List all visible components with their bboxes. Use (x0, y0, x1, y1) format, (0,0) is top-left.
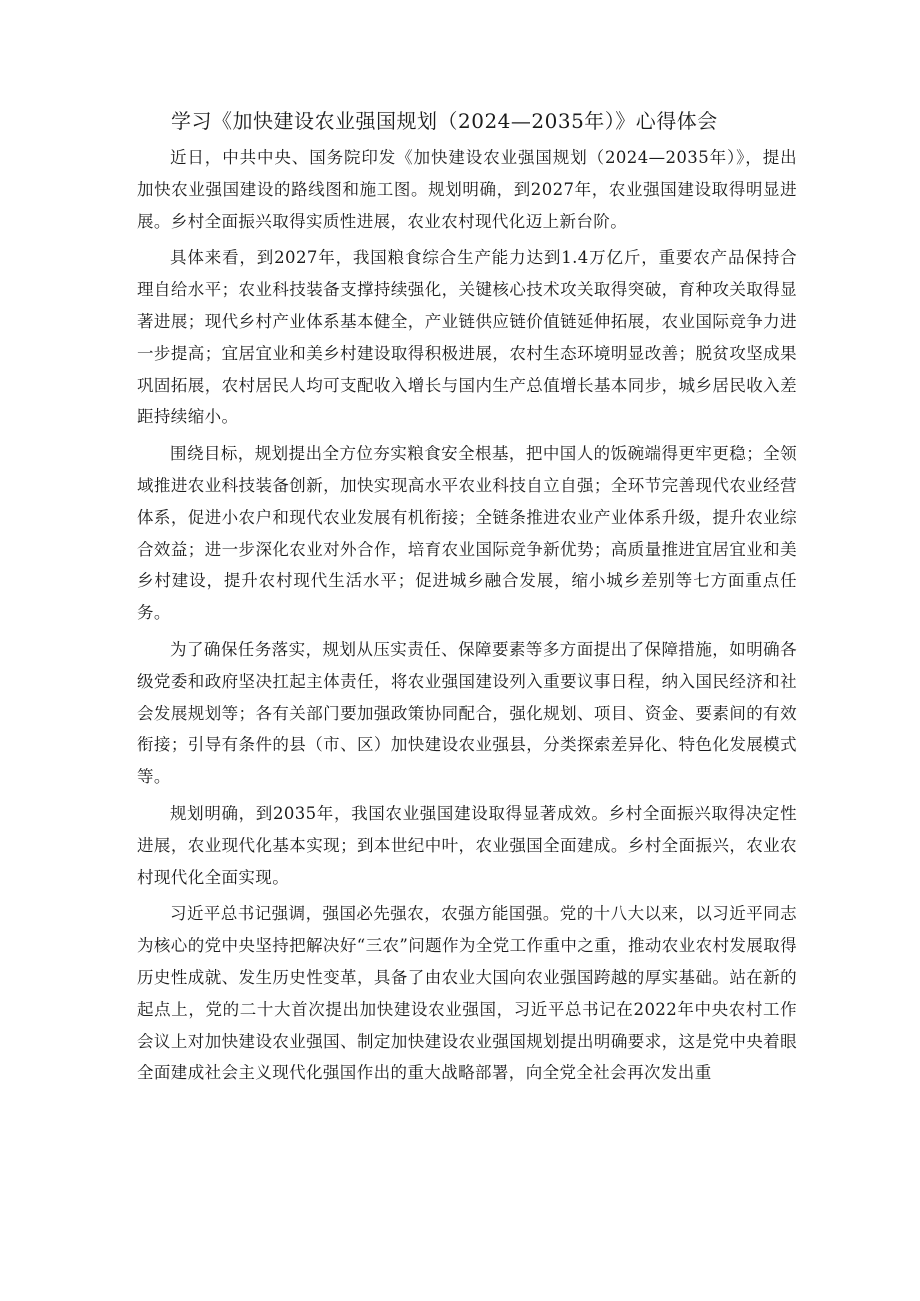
paragraph-2: 具体来看，到2027年，我国粮食综合生产能力达到1.4万亿斤，重要农产品保持合理自给水平；农业科技装备支撑持续强化，关键核心技术攻关取得突破，育种攻关取得显著进展；现代乡村产业体系基本健全，产业链供应链价值链延伸拓展，农业国际竞争力进一步提高；宜居宜业和美乡村建设取得积极进展，农村生态环境明显改善；脱贫攻坚成果巩固拓展，农村居民人均可支配收入增长与国内生产总值增长基本同步，城乡居民收入差距持续缩小。 (137, 248, 797, 427)
document-title: 学习《加快建设农业强国规划（2024—2035年）》心得体会 (171, 109, 718, 133)
paragraph-5: 规划明确，到2035年，我国农业强国建设取得显著成效。乡村全面振兴取得决定性进展，农业现代化基本实现；到本世纪中叶，农业强国全面建成。乡村全面振兴，农业农村现代化全面实现。 (137, 803, 797, 887)
paragraph-3: 围绕目标，规划提出全方位夯实粮食安全根基，把中国人的饭碗端得更牢更稳；全领域推进农业科技装备创新，加快实现高水平农业科技自立自强；全环节完善现代农业经营体系，促进小农户和现代农业发展有机衔接；全链条推进农业产业体系升级，提升农业综合效益；进一步深化农业对外合作，培育农业国际竞争新优势；高质量推进宜居宜业和美乡村建设，提升农村现代生活水平；促进城乡融合发展，缩小城乡差别等七方面重点任务。 (137, 444, 797, 623)
document-page (137, 104, 797, 1094)
paragraph-4: 为了确保任务落实，规划从压实责任、保障要素等多方面提出了保障措施，如明确各级党委和政府坚决扛起主体责任，将农业强国建设列入重要议事日程，纳入国民经济和社会发展规划等；各有关部门要加强政策协同配合，强化规划、项目、资金、要素间的有效衔接；引导有条件的县（市、区）加快建设农业强县，分类探索差异化、特色化发展模式等。 (137, 639, 797, 787)
paragraph-1: 近日，中共中央、国务院印发《加快建设农业强国规划（2024—2035年）》，提出加快农业强国建设的路线图和施工图。规划明确，到2027年，农业强国建设取得明显进展。乡村全面振兴取得实质性进展，农业农村现代化迈上新台阶。 (137, 148, 797, 231)
paragraph-6: 习近平总书记强调，强国必先强农，农强方能国强。党的十八大以来，以习近平同志为核心的党中央坚持把解决好“三农”问题作为全党工作重中之重，推动农业农村发展取得历史性成就、发生历史性变革，具备了由农业大国向农业强国跨越的厚实基础。站在新的起点上，党的二十大首次提出加快建设农业强国，习近平总书记在2022年中央农村工作会议上对加快建设农业强国、制定加快建设农业强国规划提出明确要求，这是党中央着眼全面建成社会主义现代化强国作出的重大战略部署，向全党全社会再次发出重 (137, 904, 797, 1083)
